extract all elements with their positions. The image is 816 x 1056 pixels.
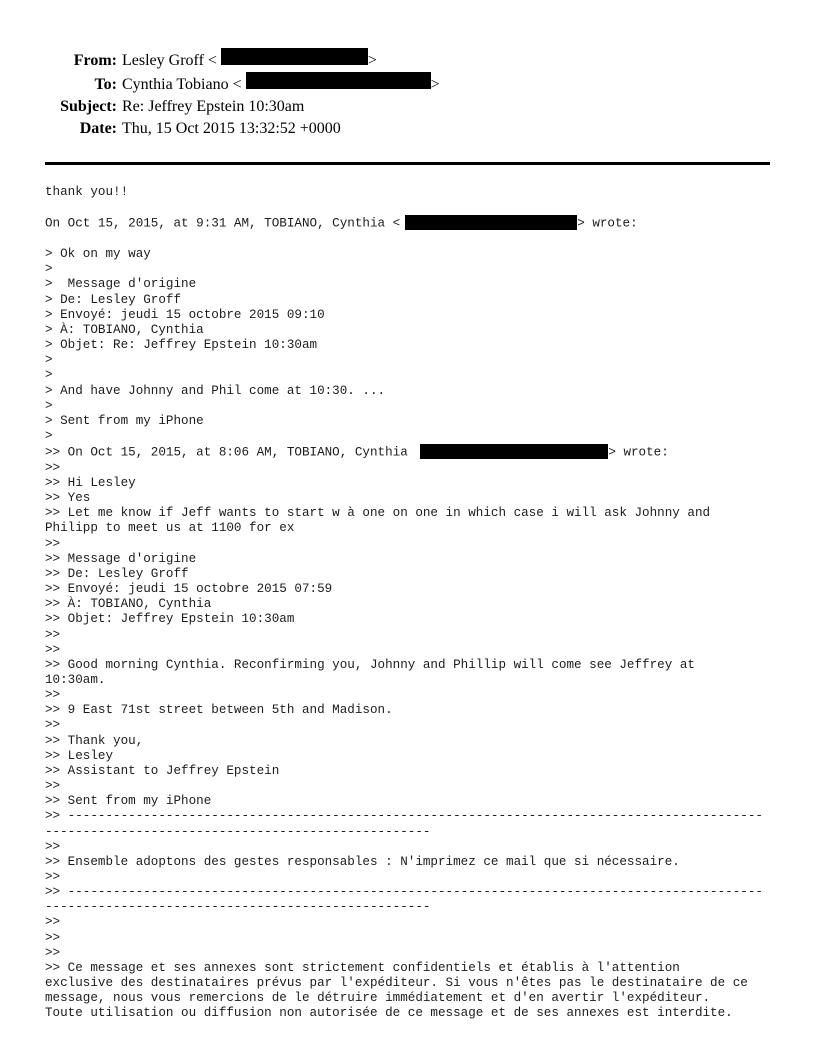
header-field-value-suffix: >: [430, 76, 440, 93]
body-line: >> --------------------------------------------------------------------------------------------: [45, 809, 763, 824]
redaction-bar: [246, 72, 431, 89]
body-line: thank you!!: [45, 185, 129, 199]
body-line: > De: Lesley Groff: [45, 292, 182, 307]
body-line: >> Good morning Cynthia. Reconfirming you, Johnny and Phillip will come see Jeffrey at: [45, 657, 695, 672]
body-line-text: >> On Oct 15, 2015, at 8:06 AM, TOBIANO, Cynthia: [45, 445, 416, 460]
body-line: ---------------------------------------------------: [45, 824, 431, 839]
body-line: > À: TOBIANO, Cynthia: [45, 322, 204, 337]
body-line: message, nous vous remercions de le détruire immédiatement et d'en avertir l'expéditeur.: [45, 991, 711, 1006]
body-line: >>: [45, 460, 61, 475]
body-line: [45, 232, 785, 247]
body-line: >> Ensemble adoptons des gestes responsables : N'imprimez ce mail que si nécessaire.: [45, 854, 680, 869]
body-line: >>: [45, 945, 61, 960]
header-field-value: Cynthia Tobiano <: [122, 76, 242, 93]
body-line: >>: [45, 718, 61, 733]
body-line: >>: [45, 627, 61, 642]
body-line: >>: [45, 688, 61, 703]
body-line: >: [45, 398, 53, 413]
body-line: >>: [45, 930, 61, 945]
body-line: >> Envoyé: jeudi 15 octobre 2015 07:59: [45, 582, 333, 597]
header-field-label: Date:: [79, 120, 117, 137]
header-field-row: [45, 48, 816, 72]
header-field-label: To:: [94, 76, 117, 93]
body-line: ---------------------------------------------------: [45, 900, 431, 915]
body-line: >: [45, 262, 53, 277]
body-line: > Sent from my iPhone: [45, 413, 204, 428]
header-field-row: [45, 96, 816, 118]
body-line: 10:30am.: [45, 672, 106, 687]
body-line: >> Hi Lesley: [45, 475, 136, 490]
body-line: > And have Johnny and Phil come at 10:30. ...: [45, 383, 386, 398]
body-line: >> Sent from my iPhone: [45, 794, 212, 809]
body-line: >> Objet: Jeffrey Epstein 10:30am: [45, 612, 295, 627]
email-header: [45, 48, 816, 140]
body-line: exclusive des destinataires prévus par l'expéditeur. Si vous n'êtes pas le destinataire de ce: [45, 976, 748, 991]
body-line: > Objet: Re: Jeffrey Epstein 10:30am: [45, 338, 318, 353]
header-field-value: Re: Jeffrey Epstein 10:30am: [122, 98, 305, 115]
body-line: Philipp to meet us at 1100 for ex: [45, 521, 295, 536]
redaction-bar: [420, 444, 608, 459]
body-line: >: [45, 353, 53, 368]
email-body: [45, 185, 785, 1022]
header-field-row: [45, 72, 816, 96]
header-field-label: From:: [73, 52, 117, 69]
header-field-value: Thu, 15 Oct 2015 13:32:52 +0000: [122, 120, 341, 137]
body-line: >> Thank you,: [45, 733, 144, 748]
body-line: >: [45, 428, 53, 443]
body-line: >> Lesley: [45, 748, 114, 763]
body-line-text: > wrote:: [608, 445, 669, 460]
redaction-bar: [405, 215, 577, 230]
body-line-text: On Oct 15, 2015, at 9:31 AM, TOBIANO, Cynthia <: [45, 216, 401, 231]
body-line: >>: [45, 642, 61, 657]
header-divider: [45, 162, 770, 165]
body-line: >>: [45, 915, 61, 930]
header-field-value: Lesley Groff <: [122, 52, 217, 69]
body-line: [45, 215, 785, 232]
body-line: > Message d'origine: [45, 277, 197, 292]
body-line: >> --------------------------------------------------------------------------------------------: [45, 885, 763, 900]
body-line: >> À: TOBIANO, Cynthia: [45, 597, 212, 612]
body-line: >> 9 East 71st street between 5th and Madison.: [45, 703, 393, 718]
header-field-row: [45, 118, 816, 140]
header-field-value-suffix: >: [367, 52, 377, 69]
body-line: >: [45, 368, 53, 383]
body-line: >>: [45, 536, 61, 551]
body-line: >>: [45, 839, 61, 854]
body-line: >> Yes: [45, 491, 91, 506]
header-field-label: Subject:: [60, 98, 117, 115]
body-line: >> Assistant to Jeffrey Epstein: [45, 763, 280, 778]
body-line: >> Ce message et ses annexes sont strictement confidentiels et établis à l'attention: [45, 960, 680, 975]
body-line: > Envoyé: jeudi 15 octobre 2015 09:10: [45, 307, 325, 322]
body-line-text: > wrote:: [577, 216, 638, 231]
redaction-bar: [221, 48, 368, 65]
body-line: >> De: Lesley Groff: [45, 566, 189, 581]
body-line: >> Message d'origine: [45, 551, 197, 566]
body-line: >> Let me know if Jeff wants to start w à one on one in which case i will ask Johnny and: [45, 506, 711, 521]
body-line: [45, 444, 785, 461]
body-line: >>: [45, 870, 61, 884]
body-line: [45, 200, 785, 215]
body-line: Toute utilisation ou diffusion non autorisée de ce message et de ses annexes est interdite.: [45, 1006, 733, 1021]
body-line: >>: [45, 779, 61, 794]
body-line: > Ok on my way: [45, 247, 151, 262]
